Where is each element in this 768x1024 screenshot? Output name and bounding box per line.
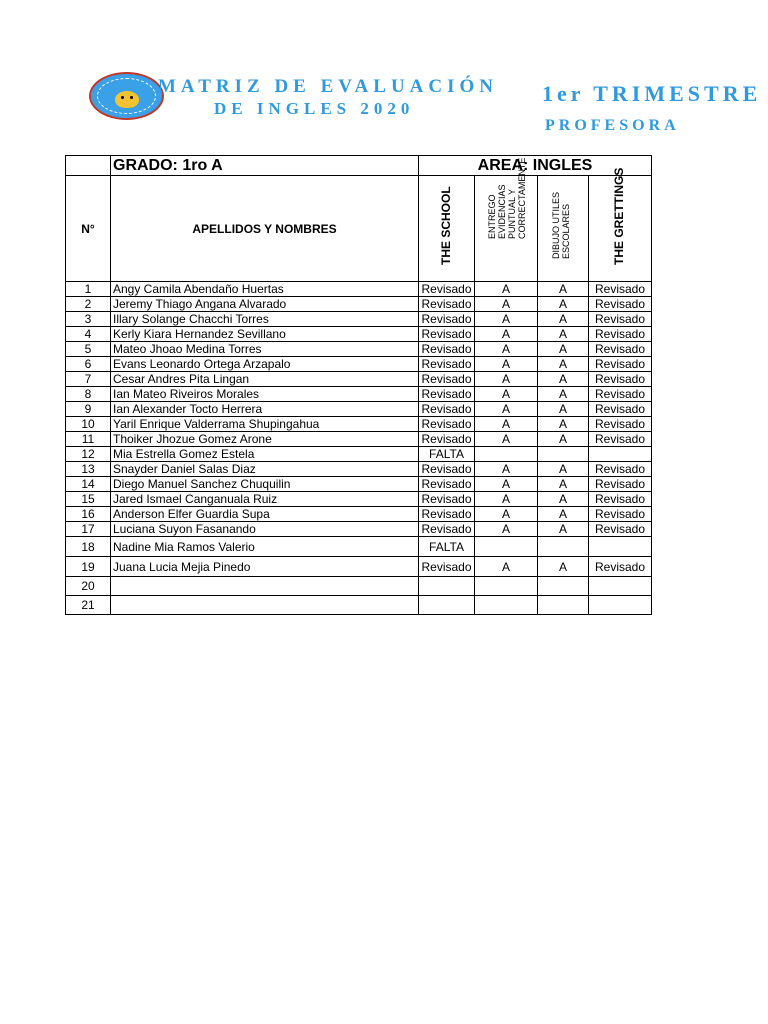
- dibujo-grade: A: [538, 492, 589, 507]
- col-evidencias-line3: CORRECTAMENTE: [517, 157, 527, 239]
- evidencias-grade: A: [475, 312, 538, 327]
- table-row: [66, 596, 652, 615]
- area-label: AREA: INGLES: [419, 156, 652, 176]
- col-greetings-label: THE GRETTINGS: [612, 167, 626, 265]
- row-number: 18: [66, 537, 111, 557]
- evidencias-grade: A: [475, 477, 538, 492]
- table-row: [66, 417, 652, 432]
- table-row: [66, 402, 652, 417]
- school-status: Revisado: [419, 432, 475, 447]
- school-status: Revisado: [419, 522, 475, 537]
- dibujo-grade: [538, 596, 589, 615]
- greetings-status: Revisado: [589, 402, 652, 417]
- dibujo-grade: A: [538, 387, 589, 402]
- evidencias-grade: A: [475, 327, 538, 342]
- evidencias-grade: [475, 577, 538, 596]
- dibujo-grade: A: [538, 522, 589, 537]
- greetings-status: Revisado: [589, 462, 652, 477]
- title-line-1: MATRIZ DE EVALUACIÓN: [158, 76, 498, 97]
- title-line-2: DE INGLES 2020: [214, 99, 415, 118]
- col-number-header: N°: [66, 176, 111, 282]
- dibujo-grade: A: [538, 417, 589, 432]
- row-number: 4: [66, 327, 111, 342]
- col-school-label: THE SCHOOL: [438, 186, 453, 265]
- student-name: Evans Leonardo Ortega Arzapalo: [111, 357, 419, 372]
- evidencias-grade: A: [475, 417, 538, 432]
- row-number: 1: [66, 282, 111, 297]
- table-row: [66, 372, 652, 387]
- grade-label: GRADO: 1ro A: [111, 156, 419, 176]
- row-number: 15: [66, 492, 111, 507]
- col-evidencias-line2: PUNTUAL Y: [507, 188, 517, 239]
- professor-label: PROFESORA: [545, 117, 680, 134]
- dibujo-grade: A: [538, 432, 589, 447]
- table-row: [66, 297, 652, 312]
- school-status: [419, 596, 475, 615]
- greetings-status: [589, 537, 652, 557]
- student-name: Luciana Suyon Fasanando: [111, 522, 419, 537]
- greetings-status: Revisado: [589, 297, 652, 312]
- school-status: Revisado: [419, 557, 475, 577]
- student-rows: [66, 282, 652, 615]
- blank-cell: [66, 156, 111, 176]
- student-name: [111, 577, 419, 596]
- school-status: [419, 577, 475, 596]
- table-row: [66, 492, 652, 507]
- dibujo-grade: A: [538, 282, 589, 297]
- table-row: [66, 577, 652, 596]
- dibujo-grade: A: [538, 297, 589, 312]
- greetings-status: Revisado: [589, 387, 652, 402]
- logo-emblem-icon: [115, 91, 139, 108]
- dibujo-grade: [538, 447, 589, 462]
- student-name: Mia Estrella Gomez Estela: [111, 447, 419, 462]
- student-name: Yaril Enrique Valderrama Shupingahua: [111, 417, 419, 432]
- school-status: Revisado: [419, 507, 475, 522]
- school-status: FALTA: [419, 537, 475, 557]
- row-number: 16: [66, 507, 111, 522]
- col-greetings-header: [589, 167, 652, 282]
- evidencias-grade: A: [475, 432, 538, 447]
- col-school-header: [419, 176, 475, 282]
- greetings-status: Revisado: [589, 372, 652, 387]
- row-number: 12: [66, 447, 111, 462]
- evidencias-grade: A: [475, 282, 538, 297]
- evidencias-grade: A: [475, 387, 538, 402]
- dibujo-grade: [538, 537, 589, 557]
- dibujo-grade: A: [538, 312, 589, 327]
- school-status: Revisado: [419, 297, 475, 312]
- evidencias-grade: A: [475, 342, 538, 357]
- school-status: Revisado: [419, 492, 475, 507]
- table-row: [66, 327, 652, 342]
- evidencias-grade: A: [475, 492, 538, 507]
- greetings-status: Revisado: [589, 327, 652, 342]
- table-row: [66, 357, 652, 372]
- evaluation-table: [65, 155, 652, 615]
- evidencias-grade: A: [475, 402, 538, 417]
- student-name: Jared Ismael Canganuala Ruiz: [111, 492, 419, 507]
- school-status: Revisado: [419, 342, 475, 357]
- column-header-row: [66, 176, 652, 282]
- table-row: [66, 522, 652, 537]
- evidencias-grade: [475, 537, 538, 557]
- dibujo-grade: A: [538, 507, 589, 522]
- student-name: Ian Alexander Tocto Herrera: [111, 402, 419, 417]
- student-name: Illary Solange Chacchi Torres: [111, 312, 419, 327]
- student-name: Jeremy Thiago Angana Alvarado: [111, 297, 419, 312]
- student-name: Kerly Kiara Hernandez Sevillano: [111, 327, 419, 342]
- school-status: Revisado: [419, 477, 475, 492]
- row-number: 11: [66, 432, 111, 447]
- row-number: 6: [66, 357, 111, 372]
- row-number: 10: [66, 417, 111, 432]
- evidencias-grade: [475, 596, 538, 615]
- row-number: 3: [66, 312, 111, 327]
- student-name: Ian Mateo Riveiros Morales: [111, 387, 419, 402]
- row-number: 19: [66, 557, 111, 577]
- greetings-status: Revisado: [589, 282, 652, 297]
- dibujo-grade: A: [538, 342, 589, 357]
- dibujo-grade: A: [538, 372, 589, 387]
- dibujo-grade: A: [538, 357, 589, 372]
- dibujo-grade: [538, 577, 589, 596]
- greetings-status: [589, 577, 652, 596]
- col-dibujo-header: [538, 176, 589, 282]
- greetings-status: Revisado: [589, 342, 652, 357]
- greetings-status: Revisado: [589, 417, 652, 432]
- row-number: 20: [66, 577, 111, 596]
- school-status: Revisado: [419, 327, 475, 342]
- table-row: [66, 342, 652, 357]
- dibujo-grade: A: [538, 557, 589, 577]
- evidencias-grade: A: [475, 297, 538, 312]
- greetings-status: Revisado: [589, 507, 652, 522]
- school-status: FALTA: [419, 447, 475, 462]
- greetings-status: Revisado: [589, 522, 652, 537]
- col-evidencias-line1: ENTREGO EVIDENCIAS: [487, 184, 507, 239]
- greetings-status: Revisado: [589, 357, 652, 372]
- table-row: [66, 312, 652, 327]
- row-number: 13: [66, 462, 111, 477]
- evidencias-grade: [475, 447, 538, 462]
- greetings-status: Revisado: [589, 557, 652, 577]
- table-row: [66, 557, 652, 577]
- student-name: Diego Manuel Sanchez Chuquilin: [111, 477, 419, 492]
- greetings-status: Revisado: [589, 477, 652, 492]
- table-row: [66, 447, 652, 462]
- student-name: Thoiker Jhozue Gomez Arone: [111, 432, 419, 447]
- dibujo-grade: A: [538, 402, 589, 417]
- school-status: Revisado: [419, 462, 475, 477]
- row-number: 14: [66, 477, 111, 492]
- student-name: Cesar Andres Pita Lingan: [111, 372, 419, 387]
- student-name: Snayder Daniel Salas Diaz: [111, 462, 419, 477]
- school-status: Revisado: [419, 417, 475, 432]
- table-row: [66, 507, 652, 522]
- col-dibujo-line1: DIBUJO UTILES: [551, 191, 561, 259]
- row-number: 17: [66, 522, 111, 537]
- row-number: 2: [66, 297, 111, 312]
- evidencias-grade: A: [475, 522, 538, 537]
- student-name: [111, 596, 419, 615]
- dibujo-grade: A: [538, 462, 589, 477]
- greetings-status: [589, 447, 652, 462]
- greetings-status: Revisado: [589, 492, 652, 507]
- evidencias-grade: A: [475, 462, 538, 477]
- school-status: Revisado: [419, 312, 475, 327]
- student-name: Mateo Jhoao Medina Torres: [111, 342, 419, 357]
- school-status: Revisado: [419, 372, 475, 387]
- table-row: [66, 432, 652, 447]
- row-number: 8: [66, 387, 111, 402]
- student-name: Anderson Elfer Guardia Supa: [111, 507, 419, 522]
- table-header-row: [66, 156, 652, 176]
- table-row: [66, 462, 652, 477]
- school-status: Revisado: [419, 282, 475, 297]
- table-row: [66, 387, 652, 402]
- greetings-status: [589, 596, 652, 615]
- table-row: [66, 282, 652, 297]
- student-name: Juana Lucia Mejia Pinedo: [111, 557, 419, 577]
- evidencias-grade: A: [475, 372, 538, 387]
- col-dibujo-line2: ESCOLARES: [561, 203, 571, 259]
- school-status: Revisado: [419, 357, 475, 372]
- row-number: 21: [66, 596, 111, 615]
- trimester-title: 1er TRIMESTRE: [542, 81, 762, 106]
- evidencias-grade: A: [475, 357, 538, 372]
- school-logo: [89, 72, 164, 120]
- col-names-header: APELLIDOS Y NOMBRES: [111, 176, 419, 282]
- table-row: [66, 477, 652, 492]
- greetings-status: Revisado: [589, 432, 652, 447]
- row-number: 7: [66, 372, 111, 387]
- student-name: Nadine Mia Ramos Valerio: [111, 537, 419, 557]
- evidencias-grade: A: [475, 507, 538, 522]
- greetings-status: Revisado: [589, 312, 652, 327]
- dibujo-grade: A: [538, 327, 589, 342]
- row-number: 5: [66, 342, 111, 357]
- table-row: [66, 537, 652, 557]
- dibujo-grade: A: [538, 477, 589, 492]
- school-status: Revisado: [419, 387, 475, 402]
- row-number: 9: [66, 402, 111, 417]
- school-status: Revisado: [419, 402, 475, 417]
- evidencias-grade: A: [475, 557, 538, 577]
- student-name: Angy Camila Abendaño Huertas: [111, 282, 419, 297]
